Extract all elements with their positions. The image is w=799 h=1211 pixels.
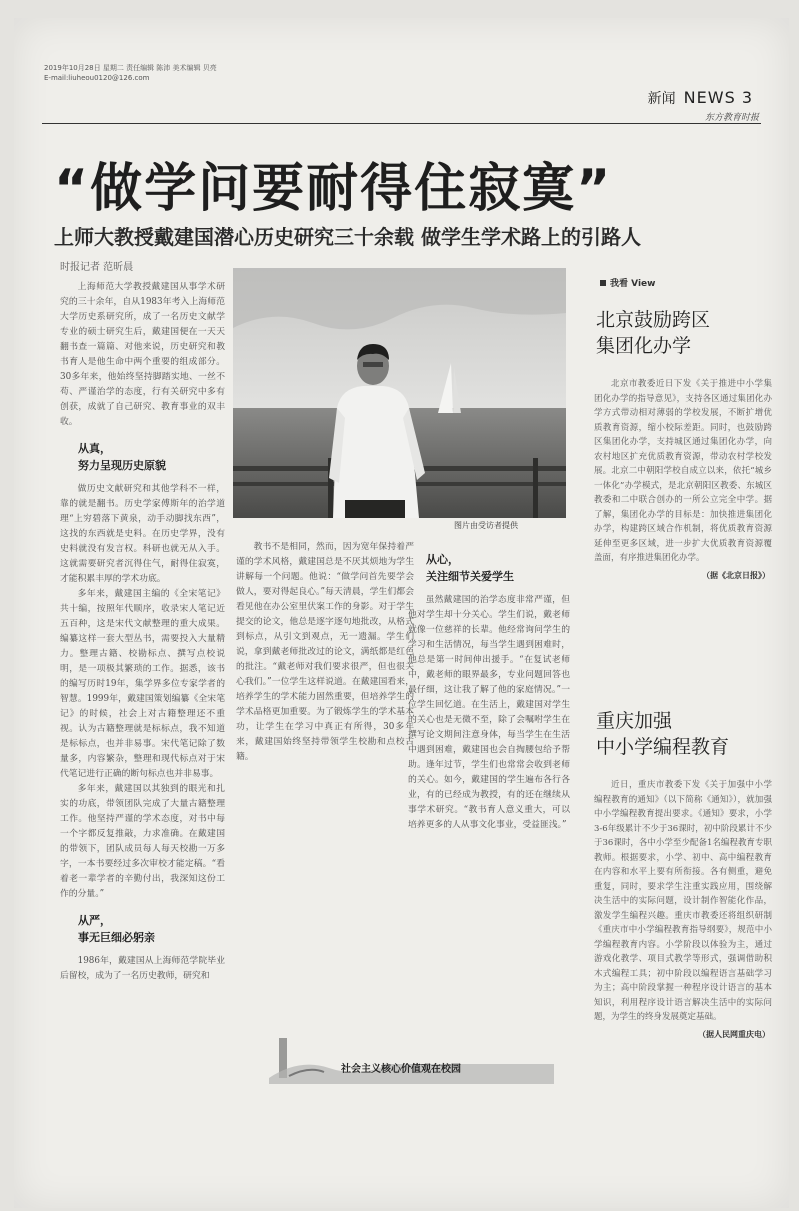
header-rule [42, 123, 761, 124]
section-head-heart: 从心， 关注细节关爱学生 [426, 553, 514, 583]
newspaper-page [14, 18, 789, 1208]
article-paragraph: 多年来，戴建国以其独到的眼光和扎实的功底，带领团队完成了大量古籍整理工作。他坚持严谨的学术态度，对书中每一个字都反复推敲，力求准确。在戴建国的带领下，团队成员每人每天校勘一万多字，一本书要经过多次审校才能定稿。“看着老一辈学者的辛勤付出，我深知这份工作的分量。” [60, 784, 225, 899]
view-label-text: 我看 View [610, 279, 656, 289]
sidebar-source-chongqing: （据人民网重庆电） [698, 1029, 770, 1039]
square-bullet-icon [600, 280, 606, 286]
article-paragraph: 多年来，戴建国主编的《全宋笔记》共十编，按照年代顺序，收录宋人笔记近五百种，这是宋代文献整理的重大成果。编纂这样一套大型丛书，需要投入大量精力。整理古籍、校勘标点、撰写点校说明，是一项极其繁琐的工作。据悉，该书的编写历时19年，集学界多位专家学者的智慧。1999年，戴建国策划编纂《全宋笔记》的时候，社会上对古籍整理还不重视。认为古籍整理就是标标点，我不知道是标标点，也并非易事。宋代笔记除了数量多，内容繁杂，整理和现代标点对于宋代笔记进行正确的断句标点也并非易事。 [60, 589, 225, 779]
sidebar-text-beijing [580, 377, 780, 566]
article-column-left [60, 280, 225, 984]
banner-text: 社会主义核心价值观在校园 [341, 1064, 461, 1075]
section-header [648, 88, 753, 108]
header-meta [44, 63, 217, 83]
sidebar-source-beijing: （据《北京日报》） [702, 570, 770, 580]
sidebar-title-beijing: 北京鼓励跨区 集团化办学 [596, 309, 711, 357]
article-paragraph: 教书不是相同，然而，因为宽年保持着严谨的学术风格，戴建国总是不厌其烦地为学生讲解每一个问题。他说：“做学问首先要学会做人，要对得起良心。”每天清晨，学生们都会看见他在办公室里伏案工作的身影。对于学生提交的论文，他总是逐字逐句地批改，从格式到标点，从引文到观点，无一遗漏。学生们说，拿到戴老师批改过的论文，满纸都是红色的批注。“戴老师对我们要求很严，但也很关心我们。”一位学生这样说道。在戴建国看来，培养学生的学术能力固然重要，但培养学生的学术品格更加重要。为了锻炼学生的学术基本功，让学生在学习中真正有所得，30多年来，戴建国始终坚持带领学生校勘和点校古籍。 [236, 542, 414, 762]
byline: 时报记者 范昕晨 [60, 262, 134, 273]
article-paragraph: 虽然戴建国的治学态度非常严谨，但他对学生却十分关心。学生们说，戴老师就像一位慈祥的长辈。他经常询问学生的学习和生活情况，每当学生遇到困难时，他总是第一时间伸出援手。“在复试老师中，戴老师的眼界最多，专业问题回答也最仔细，这让我了解了他的家庭情况。”一位学生回忆道。在生活上，戴建国对学生的关心也是无微不至，除了会嘱咐学生在撰写论文期间注意身体，每当学生在生活中遇到困难，戴建国也会自掏腰包给予帮助。逢年过节，学生们也常常会收到老师的关心。如今，戴建国的学生遍布各行各业，有的已经成为教授，有的还在继续从事学术研究。“教书育人意义重大，可以培养更多的人从事文化事业，受益匪浅。” [408, 595, 570, 830]
article-paragraph: 做历史文献研究和其他学科不一样，靠的就是翻书。历史学家傅斯年的治学道理“上穷碧落下黄泉，动手动脚找东西”，这找的东西就是史料。在历史学界，没有史料就没有发言权。科研也就无从入手。这就需要研究者沉得住气，耐得住寂寞，才能积累丰厚的学术功底。 [60, 484, 225, 584]
header-meta-line1: 2019年10月28日 星期二 责任编辑 陈沛 美术编辑 贝亮 [44, 64, 217, 72]
header-email: E-mail:liuheou0120@126.com [44, 74, 150, 82]
article-paragraph: 1986年，戴建国从上海师范学院毕业后留校，成为了一名历史教师，研究和 [60, 956, 225, 981]
article-column-right [408, 553, 570, 833]
sidebar-text-chongqing [580, 778, 780, 1025]
sidebar-paragraph: 北京市教委近日下发《关于推进中小学集团化办学的指导意见》，支持各区通过集团化办学方式带动相对薄弱的学校发展，不断扩增优质教育资源，缩小校际差距。同时，也鼓励跨区集团化办学，支持城区通过集团化办学，向农村地区扩充优质教育资源，带动农村学校发展。北京二中朝阳学校自成立以来，依托“城乡一体化”办学模式，是北京朝阳区教委、东城区教委和二中联合创办的一所公立完全中学。据了解，集团化办学的目标是：加快推进集团化办学，构建跨区域合作机制，将优质教育资源延伸至更多区域，进一步扩大优质教育资源覆盖面，有序推进集团化办学。 [594, 379, 772, 563]
sidebar [580, 276, 780, 581]
article-column-middle [236, 540, 414, 765]
sidebar-title-chongqing: 重庆加强 中小学编程教育 [596, 710, 730, 758]
section-head-truth: 从真， 努力呈现历史原貌 [78, 442, 166, 472]
photo-caption: 图片由受访者提供 [454, 521, 518, 530]
photo-professor-by-sea [233, 268, 566, 518]
view-label [600, 276, 780, 289]
article-photo [233, 268, 566, 518]
sidebar-section-chongqing [580, 690, 780, 1040]
sidebar-paragraph: 近日，重庆市教委下发《关于加强中小学编程教育的通知》（以下简称《通知》），就加强中小学编程教育提出要求。《通知》要求，小学3-6年级累计不少于36课时，初中阶段累计不少于36课时，各中小学至少配备1名编程教育专职教师。根据要求，小学、初中、高中编程教育在内容和水平上要有所衔接。各有侧重，避免重复，同时，要求学生注重实践应用，围绕解决生活中的实际问题，设计制作智能化作品，激发学生编程兴趣。重庆市教委还将组织研制《重庆市中小学编程教育指导纲要》，规范中小学编程教育内容。小学阶段以体验为主，通过游戏化教学、项目式教学等形式，强调借助积木式编程工具；初中阶段以编程语言基础学习为主；高中阶段掌握一种程序设计语言的基本知识，利用程序设计语言解决生活中的实际问题，为学生的终身发展奠定基础。 [594, 780, 772, 1022]
section-head-strict: 从严， 事无巨细必躬亲 [78, 914, 155, 944]
article-intro: 上海师范大学教授戴建国从事学术研究的三十余年，自从1983年考入上海师范大学历史系研究所，成了一名历史文献学专业的硕士研究生后，戴建国便在一天天翻书查一篇篇、对他来说，历史研究和教书育人是他生命中两个重要的组成部分。30多年来，他始终坚持脚踏实地、一丝不苟、严谨治学的态度，行有关研究中多有创获，成就了自己研究、教育事业的双丰收。 [60, 282, 225, 427]
headline: “做学问要耐得住寂寞” [54, 159, 613, 219]
newspaper-logo: 东方教育时报 [704, 113, 759, 123]
section-label: 新闻 [647, 91, 676, 107]
subheadline: 上师大教授戴建国潜心历史研究三十余载 做学生学术路上的引路人 [54, 225, 641, 249]
news-page-label: NEWS 3 [683, 88, 753, 107]
